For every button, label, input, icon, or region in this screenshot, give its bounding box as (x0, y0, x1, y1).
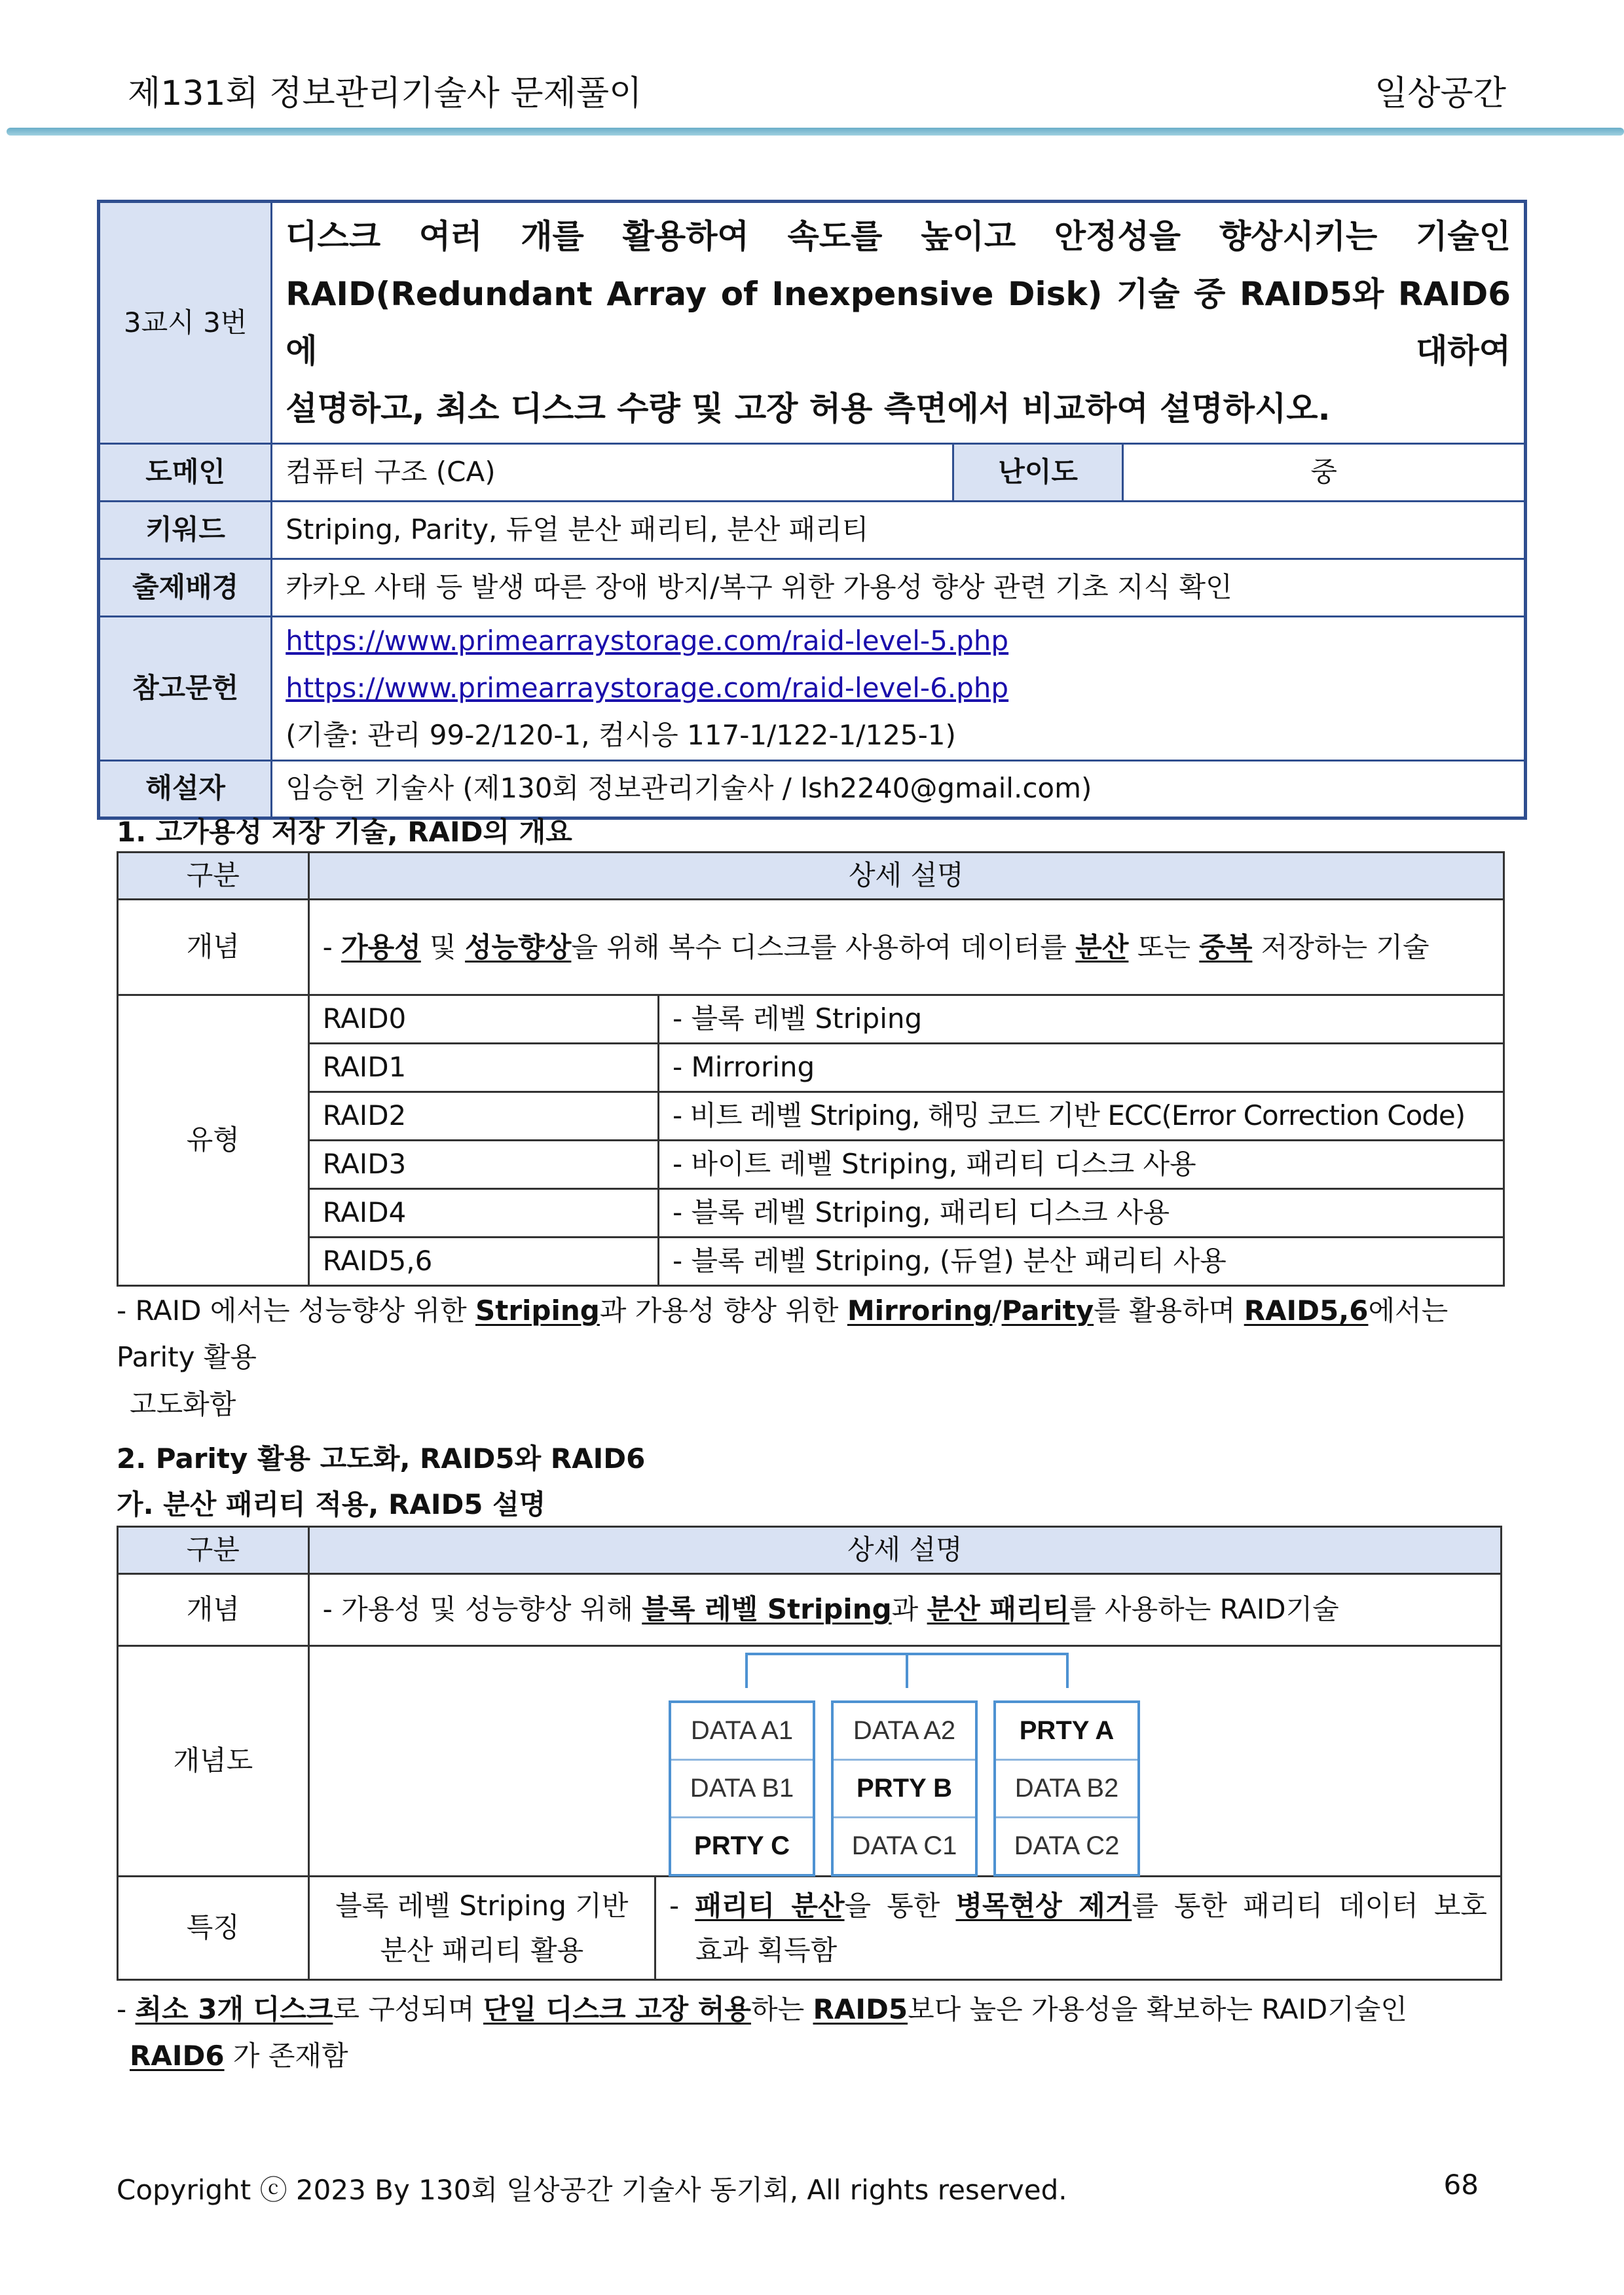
disk-2 (831, 1700, 978, 1877)
reference-exam-note: (기출: 관리 99-2/120-1, 컴시응 117-1/122-1/125-1) (286, 719, 956, 752)
keyword-label: 키워드 (99, 502, 272, 559)
raid-level-desc: - 비트 레벨 Striping, 해밍 코드 기반 ECC(Error Correction Code) (658, 1092, 1504, 1141)
background-value: 카카오 사태 등 발생 따른 장애 방지/복구 위한 가용성 향상 관련 기초 지식 확인 (272, 559, 1526, 617)
raid-level-desc: - 바이트 레벨 Striping, 패리티 디스크 사용 (658, 1141, 1504, 1189)
col-header-detail: 상세 설명 (308, 1527, 1501, 1574)
keyword-value: Striping, Parity, 듀얼 분산 패리티, 분산 패리티 (272, 502, 1526, 559)
difficulty-label: 난이도 (953, 444, 1123, 502)
feature-text: - 패리티 분산을 통한 병목현상 제거를 통한 패리티 데이터 보호 효과 획득함 (655, 1877, 1502, 1980)
reference-link[interactable]: https://www.primearraystorage.com/raid-level-5.php (286, 625, 1009, 657)
disk-block: DATA C2 (1014, 1831, 1120, 1860)
question-line: 디스크 여러 개를 활용하여 속도를 높이고 안정성을 향상시키는 기술인 (286, 217, 1511, 255)
concept-label: 개념 (118, 1574, 309, 1646)
disk-block: DATA C1 (851, 1831, 957, 1860)
raid-level-name: RAID3 (308, 1141, 658, 1189)
parity-block: PRTY B (834, 1761, 975, 1818)
concept-text: - 가용성 및 성능향상을 위해 복수 디스크를 사용하여 데이터를 분산 또는 중복 저장하는 기술 (308, 900, 1504, 995)
section2-note: - 최소 3개 디스크로 구성되며 단일 디스크 고장 허용하는 RAID5보다 높은 가용성을 확보하는 RAID기술인 RAID6 가 존재함 (117, 1993, 1407, 2072)
col-header-category: 구분 (118, 853, 309, 900)
header-right: 일상공간 (1375, 74, 1506, 113)
raid-overview-table (117, 851, 1505, 1287)
disk-3 (993, 1700, 1140, 1877)
raid-level-name: RAID2 (308, 1092, 658, 1141)
question-line: RAID(Redundant Array of Inexpensive Disk) 기술 중 RAID5와 RAID6에 대하여 (286, 274, 1511, 370)
section1-title: 1. 고가용성 저장 기술, RAID의 개요 (117, 816, 572, 848)
disk-block: DATA B1 (671, 1761, 813, 1818)
disk-block: DATA A1 (671, 1703, 813, 1761)
background-label: 출제배경 (99, 559, 272, 617)
difficulty-value: 중 (1123, 444, 1526, 502)
raid-level-desc: - Mirroring (658, 1044, 1504, 1092)
reference-label: 참고문헌 (99, 617, 272, 761)
header-title: 제131회 정보관리기술사 문제풀이 (128, 74, 642, 113)
raid-level-desc: - 블록 레벨 Striping (658, 995, 1504, 1044)
section2-title: 2. Parity 활용 고도화, RAID5와 RAID6 (117, 1442, 646, 1475)
feature-label: 특징 (118, 1877, 309, 1980)
raid-level-desc: - 블록 레벨 Striping, 패리티 디스크 사용 (658, 1189, 1504, 1238)
parity-block: PRTY C (694, 1831, 790, 1860)
diagram-connector (740, 1650, 1080, 1689)
author-label: 해설자 (99, 760, 272, 818)
col-header-category: 구분 (118, 1527, 309, 1574)
type-label: 유형 (118, 995, 309, 1286)
question-line: 설명하고, 최소 디스크 수량 및 고장 허용 측면에서 비교하여 설명하시오. (286, 389, 1331, 428)
reference-link[interactable]: https://www.primearraystorage.com/raid-level-6.php (286, 672, 1009, 705)
author-value: 임승헌 기술사 (제130회 정보관리기술사 / lsh2240@gmail.com) (272, 760, 1526, 818)
raid-level-desc: - 블록 레벨 Striping, (듀얼) 분산 패리티 사용 (658, 1238, 1504, 1286)
parity-block: PRTY A (996, 1703, 1137, 1761)
session-label: 3교시 3번 (99, 202, 272, 444)
header-divider (7, 128, 1624, 136)
raid-level-name: RAID4 (308, 1189, 658, 1238)
raid-level-name: RAID1 (308, 1044, 658, 1092)
question-text (272, 202, 1526, 444)
disk-block: DATA B2 (996, 1761, 1137, 1818)
diagram-label: 개념도 (118, 1646, 309, 1877)
concept-text: - 가용성 및 성능향상 위해 블록 레벨 Striping과 분산 패리티를 사용하는 RAID기술 (308, 1574, 1501, 1646)
disk-block: DATA A2 (834, 1703, 975, 1761)
domain-label: 도메인 (99, 444, 272, 502)
concept-label: 개념 (118, 900, 309, 995)
section2-subtitle: 가. 분산 패리티 적용, RAID5 설명 (117, 1488, 546, 1520)
raid-level-name: RAID0 (308, 995, 658, 1044)
section1-note: - RAID 에서는 성능향상 위한 Striping과 가용성 향상 위한 Mirroring/Parity를 활용하며 RAID5,6에서는 Parity 활용 고도화함 (117, 1294, 1449, 1420)
domain-value: 컴퓨터 구조 (CA) (272, 444, 953, 502)
feature-summary: 블록 레벨 Striping 기반 분산 패리티 활용 (308, 1877, 655, 1980)
page-number: 68 (1443, 2169, 1479, 2201)
reference-list (272, 617, 1526, 761)
raid-level-name: RAID5,6 (308, 1238, 658, 1286)
col-header-detail: 상세 설명 (308, 853, 1504, 900)
disk-1 (669, 1700, 815, 1877)
question-info-table (97, 200, 1527, 820)
footer-copyright: Copyright ⓒ 2023 By 130회 일상공간 기술사 동기회, All rights reserved. (117, 2174, 1067, 2206)
